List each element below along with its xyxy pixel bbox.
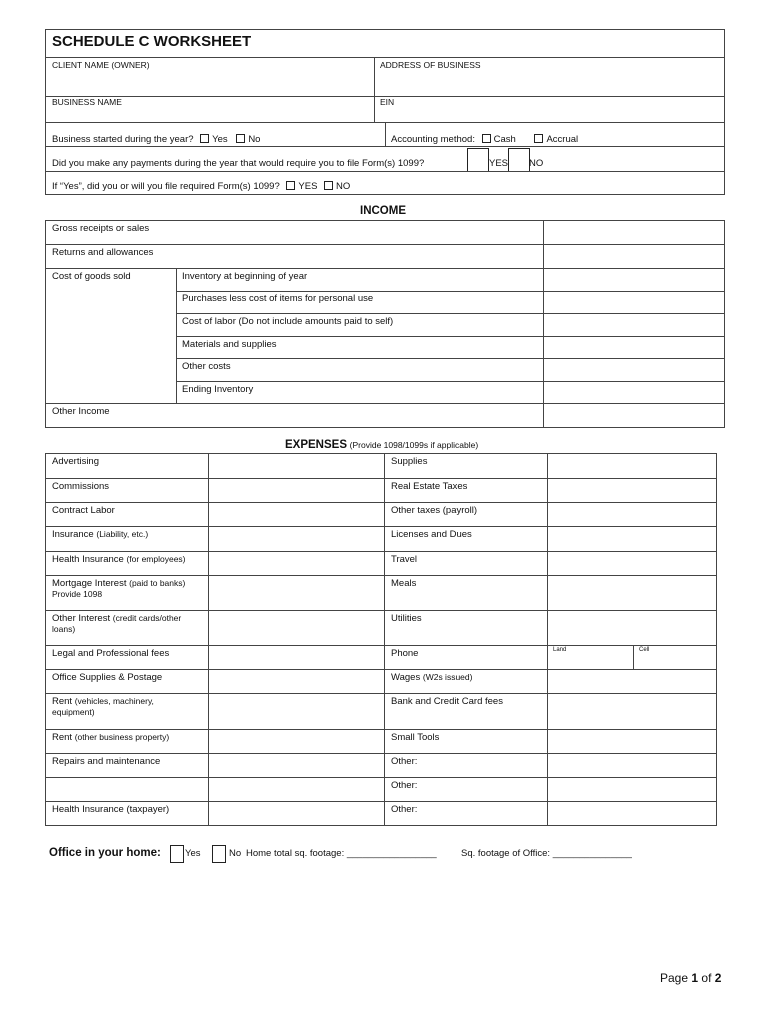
ein-field[interactable]: [375, 108, 724, 122]
expense-amount-right[interactable]: [548, 552, 716, 575]
expense-amount-right[interactable]: [548, 527, 716, 551]
cogs-item: Other costs: [182, 361, 231, 372]
expense-name: Real Estate Taxes: [391, 481, 468, 492]
expense-amount-right[interactable]: [548, 611, 716, 645]
expense-name: Other Interest: [52, 613, 111, 624]
expense-note: (vehicles, machinery,: [74, 696, 154, 706]
filed-no-checkbox[interactable]: [324, 181, 333, 190]
expense-name: Bank and Credit Card fees: [391, 696, 503, 707]
other-income-label: Other Income: [52, 406, 110, 417]
filed-no-label: NO: [336, 181, 351, 192]
returns-label: Returns and allowances: [52, 247, 154, 258]
form-1099-no-label: NO: [529, 158, 544, 169]
expense-amount-left[interactable]: [209, 646, 383, 669]
gross-receipts-label: Gross receipts or sales: [52, 223, 150, 234]
expense-amount-left[interactable]: [209, 552, 383, 575]
cogs-label: Cost of goods sold: [52, 271, 131, 282]
expense-name: Phone: [391, 648, 419, 659]
office-yes-label: Yes: [185, 848, 201, 859]
accounting-method-row: [391, 134, 578, 146]
ending-inventory-amount[interactable]: [544, 382, 724, 403]
started-yes-label: Yes: [212, 134, 228, 145]
expense-note: (for employees): [126, 554, 186, 564]
office-sqft-field[interactable]: Sq. footage of Office: _______________: [461, 848, 632, 859]
page-total: 2: [714, 971, 722, 985]
accrual-label: Accrual: [546, 134, 579, 145]
address-label: ADDRESS OF BUSINESS: [380, 60, 481, 70]
expense-label-left: [52, 555, 202, 566]
filed-1099-row: [52, 181, 350, 193]
phone-cell-amount[interactable]: [634, 646, 716, 669]
filed-yes-checkbox[interactable]: [286, 181, 295, 190]
home-sqft-field[interactable]: Home total sq. footage: _________________: [246, 848, 437, 859]
expense-amount-left[interactable]: [209, 754, 383, 777]
expense-name: Small Tools: [391, 732, 440, 743]
expense-amount-left[interactable]: [209, 670, 383, 693]
expense-label-left: [52, 614, 202, 636]
expense-name: Utilities: [391, 613, 422, 624]
expense-label-left: [52, 482, 202, 493]
phone-land-amount[interactable]: [548, 646, 632, 669]
expense-label-right: [391, 506, 477, 517]
expense-name: Office Supplies & Postage: [52, 672, 163, 683]
expenses-title: EXPENSES: [285, 439, 347, 451]
materials-amount[interactable]: [544, 337, 724, 358]
expense-name: Commissions: [52, 481, 110, 492]
expenses-heading: [285, 439, 478, 452]
gross-receipts-amount[interactable]: [544, 221, 724, 244]
expense-amount-left[interactable]: [209, 730, 383, 753]
cogs-item: Ending Inventory: [182, 384, 254, 395]
expense-note: Provide 1098: [52, 588, 103, 599]
started-no-checkbox[interactable]: [236, 134, 245, 143]
accrual-checkbox[interactable]: [534, 134, 543, 143]
expense-amount-right[interactable]: [548, 503, 716, 526]
expense-amount-left[interactable]: [209, 802, 383, 826]
expense-label-right: [391, 781, 417, 792]
office-no-checkbox[interactable]: [212, 845, 226, 863]
expense-note: (Liability, etc.): [96, 529, 149, 539]
expense-name: Other:: [391, 804, 418, 815]
office-yes-checkbox[interactable]: [170, 845, 184, 863]
expense-label-right: [391, 733, 439, 744]
expense-name: Contract Labor: [52, 505, 115, 516]
expense-amount-left[interactable]: [209, 503, 383, 526]
cogs-item: Purchases less cost of items for personal use: [182, 293, 374, 304]
expense-label-left: [52, 673, 202, 684]
expense-name: Repairs and maintenance: [52, 756, 161, 767]
expense-label-right: [391, 555, 417, 566]
ein-label: EIN: [380, 97, 395, 107]
expense-name: Other:: [391, 780, 418, 791]
business-started-row: [52, 134, 260, 146]
expense-label-left: [52, 530, 202, 541]
expense-label-left: [52, 579, 202, 601]
expense-note: (W2s issued): [422, 672, 473, 682]
page-of: of: [701, 971, 712, 985]
expense-label-left: [52, 757, 202, 768]
expense-name: Insurance: [52, 529, 94, 540]
business-name-field[interactable]: [46, 108, 373, 122]
client-name-field[interactable]: [46, 72, 373, 96]
other-income-amount[interactable]: [544, 404, 724, 427]
expense-name: Travel: [391, 554, 418, 565]
expense-label-right: [391, 579, 416, 590]
expense-amount-right[interactable]: [548, 778, 716, 801]
expense-amount-right[interactable]: [548, 802, 716, 826]
accounting-method-label: Accounting method:: [391, 134, 475, 145]
form-1099-yes-checkbox[interactable]: [467, 148, 489, 172]
form-1099-question: Did you make any payments during the year that would require you to file Form(s) 1099?: [52, 158, 425, 169]
expense-label-right: [391, 482, 467, 493]
cash-checkbox[interactable]: [482, 134, 491, 143]
started-yes-checkbox[interactable]: [200, 134, 209, 143]
expense-name: Rent: [52, 732, 73, 743]
cogs-item: Cost of labor (Do not include amounts paid to self): [182, 316, 394, 327]
expense-amount-right[interactable]: [548, 479, 716, 502]
page-title: SCHEDULE C WORKSHEET: [52, 33, 252, 50]
expense-note: loans): [52, 623, 76, 634]
expense-label-left: [52, 697, 202, 719]
page-current: 1: [691, 971, 699, 985]
expense-name: Health Insurance: [52, 554, 124, 565]
expense-label-left: [52, 506, 202, 517]
expense-label-right: [391, 614, 422, 625]
expense-label-right: [391, 530, 472, 541]
expense-name: Other:: [391, 756, 418, 767]
business-started-question: Business started during the year?: [52, 134, 194, 145]
expense-label-left: [52, 805, 202, 816]
expense-label-left: [52, 457, 202, 468]
phone-cell-label: Cell: [639, 647, 650, 653]
expense-note: (other business property): [74, 732, 170, 742]
expense-amount-left[interactable]: [209, 576, 383, 610]
expense-name: Health Insurance (taxpayer): [52, 804, 170, 815]
returns-amount[interactable]: [544, 245, 724, 268]
expenses-subtitle: (Provide 1098/1099s if applicable): [349, 440, 479, 450]
address-field[interactable]: [375, 72, 724, 96]
business-name-label: BUSINESS NAME: [52, 97, 122, 107]
expense-amount-right[interactable]: [548, 730, 716, 753]
filed-1099-question: If “Yes”, did you or will you file required Form(s) 1099?: [52, 181, 280, 192]
expense-label-right: [391, 457, 427, 468]
expense-label-left: [52, 733, 202, 744]
other-costs-amount[interactable]: [544, 359, 724, 381]
expense-label-right: [391, 805, 417, 816]
expense-amount-left[interactable]: [209, 454, 383, 478]
purchases-amount[interactable]: [544, 292, 724, 313]
client-name-label: CLIENT NAME (OWNER): [52, 60, 150, 70]
expense-amount-right[interactable]: [548, 694, 716, 729]
expense-name: Advertising: [52, 456, 99, 467]
expense-name: Mortgage Interest: [52, 578, 127, 589]
cogs-item: Materials and supplies: [182, 339, 277, 350]
expense-name: Other taxes (payroll): [391, 505, 478, 516]
expense-amount-right[interactable]: [548, 454, 716, 478]
form-1099-yes-label: YES: [489, 158, 509, 169]
expense-label-right: [391, 649, 418, 660]
expense-label-right: [391, 673, 472, 684]
page-number: [660, 972, 721, 986]
inventory-begin-amount[interactable]: [544, 269, 724, 291]
cogs-item: Inventory at beginning of year: [182, 271, 308, 282]
page-prefix: Page: [660, 971, 689, 985]
expense-amount-right[interactable]: [548, 754, 716, 777]
expense-note: (paid to banks): [129, 578, 186, 588]
expense-amount-left[interactable]: [209, 611, 383, 645]
filed-yes-label: YES: [298, 181, 318, 192]
expense-note: (credit cards/other: [112, 613, 182, 623]
expense-amount-left[interactable]: [209, 479, 383, 502]
expense-amount-left[interactable]: [209, 778, 383, 801]
form-1099-no-checkbox[interactable]: [508, 148, 530, 172]
office-in-home-label: Office in your home:: [49, 847, 161, 859]
expense-amount-right[interactable]: [548, 670, 716, 693]
cash-label: Cash: [493, 134, 516, 145]
expense-name: Wages: [391, 672, 421, 683]
office-no-label: No: [229, 848, 242, 859]
expense-name: Rent: [52, 696, 73, 707]
expense-name: Legal and Professional fees: [52, 648, 170, 659]
expense-amount-left[interactable]: [209, 527, 383, 551]
expense-label-right: [391, 697, 503, 708]
expense-note: equipment): [52, 706, 95, 717]
expense-amount-left[interactable]: [209, 694, 383, 729]
expense-label-left: [52, 649, 202, 660]
expense-name: Supplies: [391, 456, 428, 467]
expense-amount-right[interactable]: [548, 576, 716, 610]
phone-land-label: Land: [553, 647, 567, 653]
started-no-label: No: [248, 134, 261, 145]
expense-name: Licenses and Dues: [391, 529, 472, 540]
labor-cost-amount[interactable]: [544, 314, 724, 336]
expense-name: Meals: [391, 578, 417, 589]
expense-label-right: [391, 757, 417, 768]
income-heading: INCOME: [360, 205, 406, 217]
